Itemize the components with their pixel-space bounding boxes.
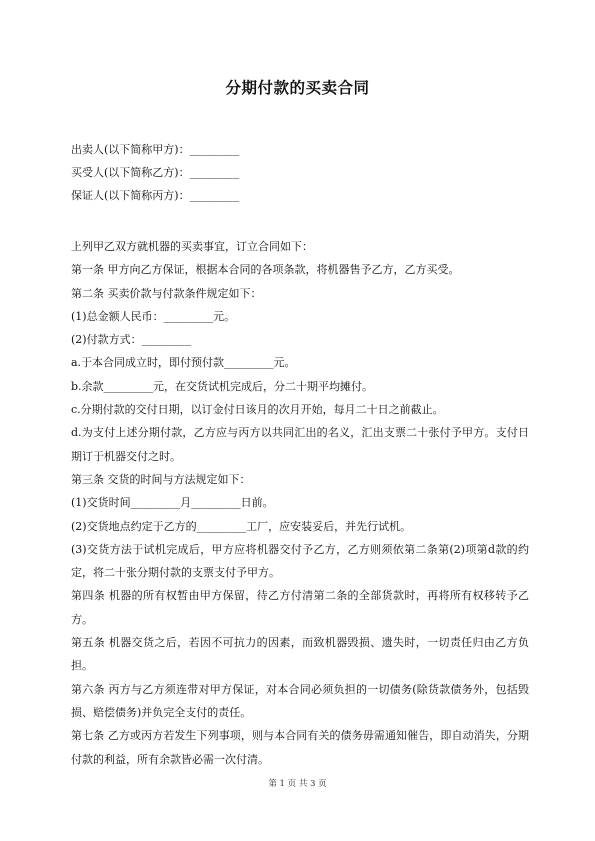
party-seller-line: 出卖人(以下简称甲方)：_________ — [71, 143, 240, 156]
article-5: 第五条 机器交货之后，若因不可抗力的因素，而致机器毁损、遗失时，一切责任归由乙方负担。 — [71, 636, 529, 673]
contract-body — [71, 235, 529, 771]
article-2-heading: 第二条 买卖价款与付款条件规定如下： — [71, 286, 262, 300]
article-2-item-a: a.于本合同成立时，即付预付款_________元。 — [71, 356, 296, 370]
document-title: 分期付款的买卖合同 — [225, 79, 370, 97]
parties-block — [71, 141, 541, 210]
article-2-item-2: (2)付款方式：_________ — [71, 333, 192, 347]
party-buyer-line: 买受人(以下简称乙方)：_________ — [71, 166, 240, 179]
party-guarantor-line: 保证人(以下简称丙方)：_________ — [71, 189, 240, 202]
article-2-item-d: d.为支付上述分期付款，乙方应与丙方以共同汇出的名义，汇出支票二十张付予甲方。支付日期订于机器交付之时。 — [71, 426, 529, 463]
article-4: 第四条 机器的所有权暂由甲方保留，待乙方付清第二条的全部货款时，再将所有权移转予乙方。 — [71, 589, 529, 626]
article-3-item-1: (1)交货时间_________月_________日前。 — [71, 496, 274, 510]
page-number-footer: 第 1 页 共 3 页 — [268, 779, 327, 789]
article-2-item-b: b.余款_________元，在交货试机完成后，分二十期平均摊付。 — [71, 379, 374, 393]
article-6: 第六条 丙方与乙方须连带对甲方保证，对本合同必须负担的一切债务(除货款债务外，包括毁损、赔偿债务)并负完全支付的责任。 — [71, 682, 529, 719]
article-2-item-1: (1)总金额人民币：_________元。 — [71, 309, 236, 323]
article-3-heading: 第三条 交货的时间与方法规定如下： — [71, 472, 251, 486]
article-7: 第七条 乙方或丙方若发生下列事项，则与本合同有关的债务毋需通知催告，即自动消失，分期付款的利益，所有余款皆必需一次付清。 — [71, 729, 529, 766]
article-3-item-3: (3)交货方法于试机完成后，甲方应将机器交付予乙方，乙方则须依第二条第(2)项第d款的约定，将二十张分期付款的支票支付予甲方。 — [71, 542, 529, 580]
article-2-item-c: c.分期付款的交付日期，以订金付日该月的次月开始，每月二十日之前截止。 — [71, 403, 444, 417]
article-3-item-2: (2)交货地点约定于乙方的_________工厂，应安装妥后，并先行试机。 — [71, 519, 412, 533]
article-1: 第一条 甲方向乙方保证，根据本合同的各项条款，将机器售予乙方，乙方买受。 — [71, 263, 460, 277]
intro-paragraph: 上列甲乙双方就机器的买卖事宜，订立合同如下： — [71, 240, 313, 253]
